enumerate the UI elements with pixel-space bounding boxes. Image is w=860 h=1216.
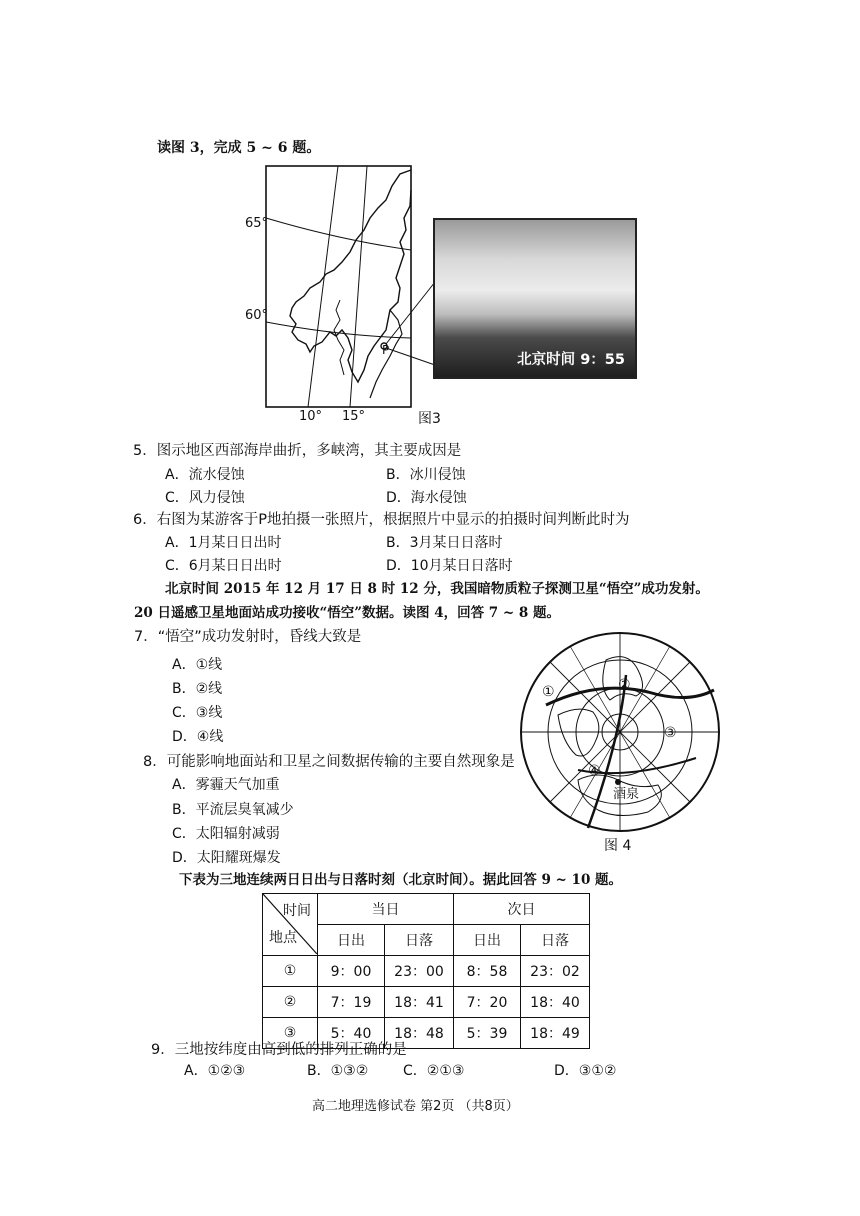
subheader-sunset-1: 日落 <box>385 925 454 956</box>
intro-table: 下表为三地连续两日日出与日落时刻（北京时间）。据此回答 9 ~ 10 题。 <box>179 872 623 888</box>
row2-cell: 18：41 <box>385 987 454 1018</box>
sunrise-sunset-table <box>262 893 590 1049</box>
header-day2: 次日 <box>454 894 590 925</box>
fig4-label-1: ① <box>542 684 555 700</box>
corner-bottom-label: 地点 <box>269 930 297 946</box>
photo-timestamp: 北京时间 9：55 <box>517 352 625 368</box>
lat-label-65: 65° <box>245 216 269 231</box>
q9-option-c: C．②①③ <box>403 1063 465 1079</box>
row2-cell: 18：40 <box>521 987 590 1018</box>
q8-option-a: A．雾霾天气加重 <box>172 777 280 793</box>
fig3-caption: 图3 <box>418 411 441 427</box>
q8-option-b: B．平流层臭氧减少 <box>172 802 294 818</box>
q8-option-c: C．太阳辐射减弱 <box>172 826 280 842</box>
subheader-sunset-2: 日落 <box>521 925 590 956</box>
row3-place: ③ <box>263 1018 318 1049</box>
row1-cell: 8：58 <box>454 956 521 987</box>
fig4-caption: 图 4 <box>604 838 632 854</box>
intro-fig4-line1: 北京时间 2015 年 12 月 17 日 8 时 12 分，我国暗物质粒子探测卫星“悟空”成功发射。 <box>165 581 709 597</box>
row1-place: ① <box>263 956 318 987</box>
lake-line <box>334 300 344 375</box>
q6-option-d: D．10月某日日落时 <box>386 558 513 574</box>
q6-option-b: B．3月某日日落时 <box>386 535 503 551</box>
q6-stem: 6．右图为某游客于P地拍摄一张照片，根据照片中显示的拍摄时间判断此时为 <box>133 512 630 528</box>
q9-stem: 9．三地按纬度由高到低的排列正确的是 <box>151 1042 407 1058</box>
lon-line-15 <box>350 166 367 407</box>
point-p-label: P <box>382 343 390 357</box>
row2-cell: 7：20 <box>454 987 521 1018</box>
lat-line-65 <box>266 218 411 250</box>
subheader-sunrise-1: 日出 <box>318 925 385 956</box>
row3-cell: 5：40 <box>318 1018 385 1049</box>
q8-stem: 8．可能影响地面站和卫星之间数据传输的主要自然现象是 <box>143 754 515 770</box>
row1-cell: 23：02 <box>521 956 590 987</box>
row3-cell: 18：48 <box>385 1018 454 1049</box>
fig4-place-jiuquan: 酒泉 <box>613 787 640 802</box>
q8-option-d: D．太阳耀斑爆发 <box>172 850 281 866</box>
q9-option-b: B．①③② <box>307 1063 369 1079</box>
lat-label-60: 60° <box>245 308 269 323</box>
lon-label-10: 10° <box>299 409 323 424</box>
q5-stem: 5．图示地区西部海岸曲折，多峡湾，其主要成因是 <box>133 443 462 459</box>
q9-option-d: D．③①② <box>554 1063 617 1079</box>
row2-place: ② <box>263 987 318 1018</box>
fig4-label-4: ④ <box>588 763 601 779</box>
q7-option-b: B．②线 <box>172 681 223 697</box>
q7-option-d: D．④线 <box>172 729 224 745</box>
row3-cell: 18：49 <box>521 1018 590 1049</box>
q9-option-a: A．①②③ <box>184 1063 246 1079</box>
q7-option-c: C．③线 <box>172 705 223 721</box>
q5-option-c: C．风力侵蚀 <box>165 490 245 506</box>
page-footer: 高二地理选修试卷 第2页 （共8页） <box>312 1099 519 1114</box>
row1-cell: 23：00 <box>385 956 454 987</box>
row2-cell: 7：19 <box>318 987 385 1018</box>
q5-option-b: B．冰川侵蚀 <box>386 467 466 483</box>
q7-option-a: A．①线 <box>172 657 223 673</box>
intro-fig4-line2: 20 日遥感卫星地面站成功接收“悟空”数据。读图 4，回答 7 ~ 8 题。 <box>134 605 561 621</box>
jiuquan-marker <box>615 779 621 785</box>
q5-option-d: D．海水侵蚀 <box>386 490 467 506</box>
row1-cell: 9：00 <box>318 956 385 987</box>
lon-label-15: 15° <box>342 409 366 424</box>
table-corner <box>263 894 318 956</box>
intro-fig3: 读图 3，完成 5 ~ 6 题。 <box>157 140 321 156</box>
q6-option-c: C．6月某日日出时 <box>165 558 282 574</box>
fig3-map <box>240 160 440 430</box>
fig4-label-2: ② <box>618 677 631 693</box>
fig4-label-3: ③ <box>664 725 677 741</box>
subheader-sunrise-2: 日出 <box>454 925 521 956</box>
q6-option-a: A．1月某日日出时 <box>165 535 282 551</box>
row3-cell: 5：39 <box>454 1018 521 1049</box>
sunset-photo <box>433 218 637 379</box>
q5-option-a: A．流水侵蚀 <box>165 467 245 483</box>
lat-line-60 <box>266 322 411 338</box>
header-day1: 当日 <box>318 894 454 925</box>
corner-top-label: 时间 <box>283 903 311 919</box>
q7-stem: 7．“悟空”成功发射时，昏线大致是 <box>134 629 362 645</box>
map-frame <box>266 166 411 407</box>
